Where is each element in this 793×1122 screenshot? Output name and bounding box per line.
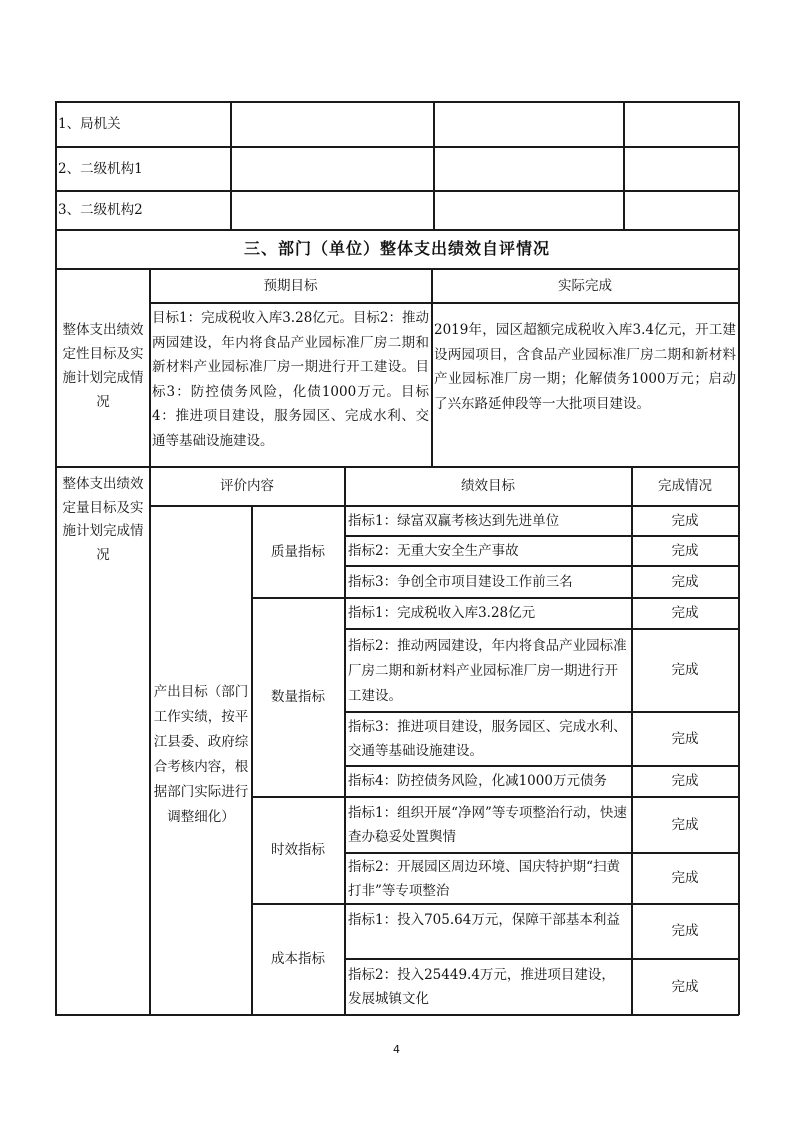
indicator-status: 完成 [671,662,699,678]
indicator-text: 指标3：推进项目建设，服务园区、完成水利、交通等基础设施建设。 [348,719,627,759]
row-label-secondary-1: 2、二级机构1 [58,160,143,177]
indicator-text: 指标1：投入705.64万元，保障干部基本利益 [348,912,620,928]
indicator-status: 完成 [671,773,699,789]
section-title: 三、部门（单位）整体支出绩效自评情况 [243,239,550,258]
indicator-status: 完成 [671,923,699,939]
indicator-text: 指标2：无重大安全生产事故 [348,542,519,559]
timeliness-indicator-label: 时效指标 [271,842,325,858]
indicator-status: 完成 [671,730,699,747]
qualitative-label: 整体支出绩效定性目标及实施计划完成情况 [62,322,144,410]
indicator-status: 完成 [671,542,699,559]
indicator-text: 指标2：开展园区周边环境、国庆特护期“扫黄打非”等专项整治 [348,859,620,899]
page-number: 4 [393,1043,400,1056]
expected-header: 预期目标 [263,277,318,294]
output-goal-label: 产出目标（部门工作实绩，按平江县委、政府综合考核内容，根据部门实际进行调整细化） [153,684,249,825]
indicator-status: 完成 [671,978,699,995]
indicator-status: 完成 [671,870,699,886]
indicator-text: 指标3：争创全市项目建设工作前三名 [348,573,573,590]
row-label-secondary-2: 3、二级机构2 [58,202,143,218]
expected-goal-text: 目标1：完成税收入库3.28亿元。目标2：推动两园建设，年内将食品产业园标准厂房二期和新材料产业园标准厂房一期进行开工建设。目标3：防控债务风险，化债1000万元。目标4：推进项目建设，服务园区、完成水利、交通等基础设施建设。 [152,310,429,449]
indicator-text: 指标1：组织开展“净网”等专项整治行动，快速查办稳妥处置舆情 [348,805,627,845]
indicator-status: 完成 [671,573,699,590]
row-label-bureau: 1、局机关 [58,116,121,132]
header-evaluation-content: 评价内容 [220,478,274,494]
quantitative-label: 整体支出绩效定量目标及实施计划完成情况 [62,476,144,563]
header-performance-goal: 绩效目标 [461,478,515,494]
indicator-status: 完成 [671,512,699,529]
cost-indicator-label: 成本指标 [271,951,325,967]
indicator-text: 指标2：推动两园建设，年内将食品产业园标准厂房二期和新材料产业园标准厂房一期进行开工建设。 [348,638,627,704]
quantity-indicator-label: 数量指标 [271,689,325,705]
indicator-text: 指标1：完成税收入库3.28亿元 [348,605,536,621]
indicator-status: 完成 [671,605,699,621]
quality-indicator-label: 质量指标 [271,543,325,560]
header-completion-status: 完成情况 [658,478,712,494]
indicator-text: 指标1：绿富双赢考核达到先进单位 [348,512,560,529]
indicator-text: 指标4：防控债务风险，化减1000万元债务 [348,773,607,789]
indicator-status: 完成 [671,816,699,833]
actual-completion-text: 2019年，园区超额完成税收入库3.4亿元，开工建设两园项目，含食品产业园标准厂房二期和新材料产业园标准厂房一期；化解债务1000万元；启动了兴东路延伸段等一大批项目建设。 [434,322,736,412]
actual-header: 实际完成 [558,277,612,294]
indicator-text: 指标2：投入25449.4万元，推进项目建设，发展城镇文化 [348,967,615,1007]
